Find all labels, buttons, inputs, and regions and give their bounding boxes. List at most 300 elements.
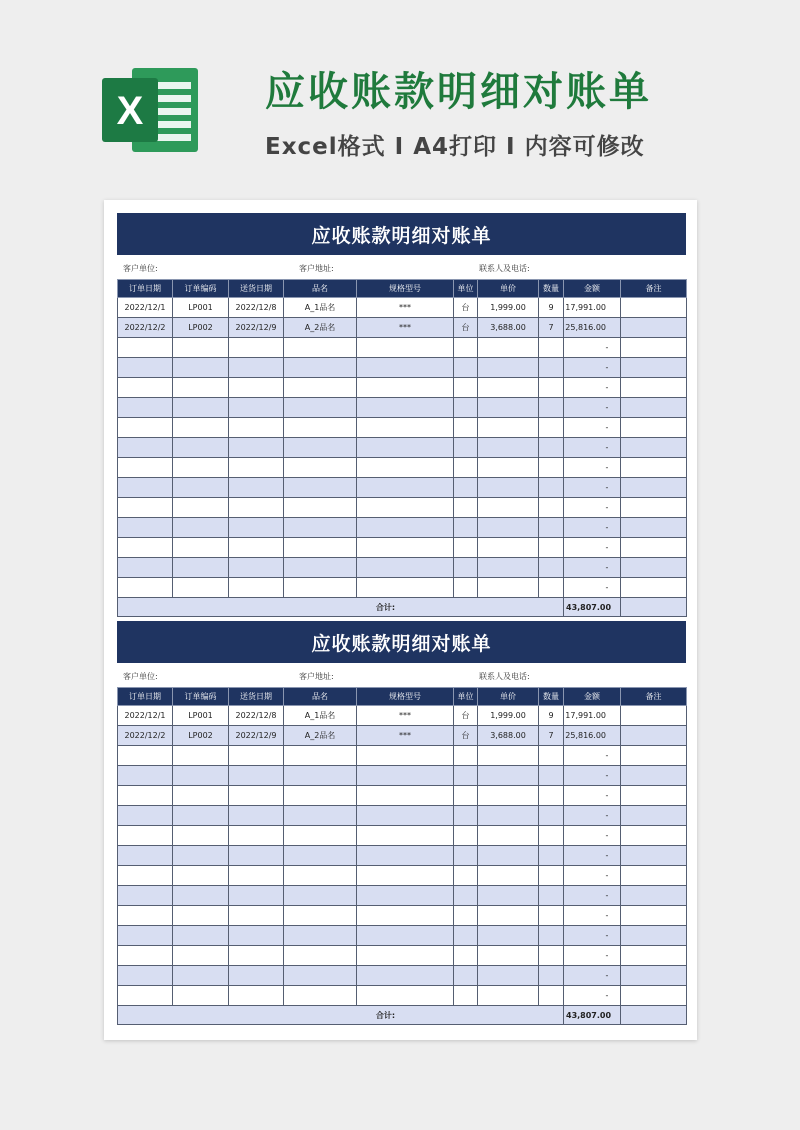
table-cell[interactable]	[173, 886, 229, 906]
table-cell[interactable]: -	[564, 398, 621, 418]
table-cell[interactable]	[229, 926, 284, 946]
table-cell[interactable]	[229, 498, 284, 518]
table-cell[interactable]: -	[564, 846, 621, 866]
table-cell[interactable]	[357, 338, 454, 358]
table-cell[interactable]	[118, 986, 173, 1006]
table-cell[interactable]	[454, 578, 478, 598]
table-cell[interactable]	[284, 398, 357, 418]
table-cell[interactable]	[454, 558, 478, 578]
table-cell[interactable]	[478, 538, 539, 558]
table-cell[interactable]	[173, 866, 229, 886]
table-cell[interactable]	[229, 906, 284, 926]
table-cell[interactable]	[173, 806, 229, 826]
table-cell[interactable]	[229, 478, 284, 498]
table-cell[interactable]	[621, 786, 687, 806]
table-cell[interactable]: 1,999.00	[478, 298, 539, 318]
table-cell[interactable]	[229, 866, 284, 886]
table-cell[interactable]	[454, 766, 478, 786]
table-cell[interactable]	[173, 398, 229, 418]
table-cell[interactable]	[357, 886, 454, 906]
table-cell[interactable]: A_2品名	[284, 318, 357, 338]
table-cell[interactable]	[539, 906, 564, 926]
table-cell[interactable]	[454, 746, 478, 766]
table-cell[interactable]: 2022/12/2	[118, 726, 173, 746]
table-cell[interactable]: -	[564, 926, 621, 946]
table-cell[interactable]	[357, 766, 454, 786]
table-cell[interactable]	[173, 986, 229, 1006]
table-cell[interactable]	[539, 986, 564, 1006]
table-cell[interactable]: ***	[357, 706, 454, 726]
table-cell[interactable]	[284, 518, 357, 538]
table-cell[interactable]	[357, 398, 454, 418]
table-cell[interactable]	[621, 706, 687, 726]
table-cell[interactable]	[173, 946, 229, 966]
table-cell[interactable]	[539, 826, 564, 846]
table-cell[interactable]: 17,991.00	[564, 706, 621, 726]
table-cell[interactable]	[539, 478, 564, 498]
table-cell[interactable]	[454, 378, 478, 398]
table-cell[interactable]	[454, 478, 478, 498]
table-cell[interactable]	[454, 538, 478, 558]
table-cell[interactable]	[284, 766, 357, 786]
table-cell[interactable]: 1,999.00	[478, 706, 539, 726]
table-cell[interactable]	[478, 478, 539, 498]
table-cell[interactable]	[478, 458, 539, 478]
table-cell[interactable]	[621, 806, 687, 826]
table-cell[interactable]	[357, 966, 454, 986]
table-cell[interactable]	[357, 946, 454, 966]
table-cell[interactable]: 3,688.00	[478, 726, 539, 746]
table-cell[interactable]	[229, 578, 284, 598]
table-cell[interactable]	[454, 518, 478, 538]
table-cell[interactable]: 17,991.00	[564, 298, 621, 318]
table-cell[interactable]	[478, 578, 539, 598]
table-cell[interactable]	[478, 746, 539, 766]
table-cell[interactable]	[284, 886, 357, 906]
table-cell[interactable]	[621, 926, 687, 946]
table-cell[interactable]	[284, 906, 357, 926]
table-cell[interactable]	[118, 946, 173, 966]
table-cell[interactable]	[229, 826, 284, 846]
table-cell[interactable]	[229, 518, 284, 538]
table-cell[interactable]	[539, 518, 564, 538]
table-cell[interactable]	[357, 438, 454, 458]
table-cell[interactable]	[539, 358, 564, 378]
table-cell[interactable]	[454, 966, 478, 986]
table-cell[interactable]: 2022/12/1	[118, 298, 173, 318]
table-cell[interactable]: 台	[454, 726, 478, 746]
table-cell[interactable]: A_2品名	[284, 726, 357, 746]
table-cell[interactable]: 2022/12/8	[229, 706, 284, 726]
table-cell[interactable]	[621, 766, 687, 786]
table-cell[interactable]: -	[564, 906, 621, 926]
table-cell[interactable]	[118, 418, 173, 438]
table-cell[interactable]	[173, 746, 229, 766]
table-cell[interactable]	[357, 806, 454, 826]
table-cell[interactable]	[229, 746, 284, 766]
table-cell[interactable]	[621, 826, 687, 846]
table-cell[interactable]	[284, 846, 357, 866]
table-cell[interactable]: -	[564, 498, 621, 518]
table-cell[interactable]	[478, 946, 539, 966]
table-cell[interactable]	[284, 478, 357, 498]
table-cell[interactable]	[357, 906, 454, 926]
table-cell[interactable]	[357, 378, 454, 398]
table-cell[interactable]	[621, 518, 687, 538]
table-cell[interactable]	[229, 966, 284, 986]
table-cell[interactable]	[357, 926, 454, 946]
table-cell[interactable]	[284, 338, 357, 358]
table-cell[interactable]	[478, 986, 539, 1006]
table-cell[interactable]	[284, 986, 357, 1006]
table-cell[interactable]: 台	[454, 706, 478, 726]
table-cell[interactable]	[229, 766, 284, 786]
table-cell[interactable]: -	[564, 746, 621, 766]
table-cell[interactable]	[478, 766, 539, 786]
table-cell[interactable]	[229, 558, 284, 578]
table-cell[interactable]	[478, 886, 539, 906]
table-cell[interactable]	[621, 358, 687, 378]
table-cell[interactable]	[621, 538, 687, 558]
table-cell[interactable]: ***	[357, 726, 454, 746]
table-cell[interactable]	[118, 926, 173, 946]
table-cell[interactable]	[284, 418, 357, 438]
table-cell[interactable]	[478, 518, 539, 538]
table-cell[interactable]	[454, 926, 478, 946]
table-cell[interactable]: 9	[539, 298, 564, 318]
table-cell[interactable]: -	[564, 886, 621, 906]
table-cell[interactable]	[173, 558, 229, 578]
table-cell[interactable]: LP001	[173, 298, 229, 318]
table-cell[interactable]	[229, 438, 284, 458]
table-cell[interactable]: -	[564, 478, 621, 498]
table-cell[interactable]: -	[564, 946, 621, 966]
table-cell[interactable]	[284, 438, 357, 458]
table-cell[interactable]	[357, 986, 454, 1006]
table-cell[interactable]: -	[564, 578, 621, 598]
table-cell[interactable]	[621, 478, 687, 498]
table-cell[interactable]: -	[564, 338, 621, 358]
table-cell[interactable]	[539, 418, 564, 438]
table-cell[interactable]	[478, 498, 539, 518]
table-cell[interactable]	[229, 338, 284, 358]
table-cell[interactable]	[118, 966, 173, 986]
table-cell[interactable]	[229, 986, 284, 1006]
table-cell[interactable]	[229, 538, 284, 558]
table-cell[interactable]	[539, 398, 564, 418]
table-cell[interactable]	[284, 826, 357, 846]
table-cell[interactable]: 2022/12/9	[229, 318, 284, 338]
table-cell[interactable]: -	[564, 806, 621, 826]
table-cell[interactable]	[621, 866, 687, 886]
table-cell[interactable]	[454, 358, 478, 378]
table-cell[interactable]	[118, 378, 173, 398]
table-cell[interactable]	[118, 866, 173, 886]
table-cell[interactable]	[478, 338, 539, 358]
table-cell[interactable]	[284, 806, 357, 826]
table-cell[interactable]: -	[564, 986, 621, 1006]
table-cell[interactable]	[539, 806, 564, 826]
table-cell[interactable]	[539, 926, 564, 946]
table-cell[interactable]: -	[564, 766, 621, 786]
table-cell[interactable]	[173, 578, 229, 598]
table-cell[interactable]	[454, 986, 478, 1006]
table-cell[interactable]	[173, 498, 229, 518]
table-cell[interactable]	[621, 338, 687, 358]
table-cell[interactable]	[539, 786, 564, 806]
table-cell[interactable]: 25,816.00	[564, 726, 621, 746]
table-cell[interactable]	[173, 458, 229, 478]
table-cell[interactable]	[539, 458, 564, 478]
table-cell[interactable]	[539, 558, 564, 578]
table-cell[interactable]: LP002	[173, 726, 229, 746]
table-cell[interactable]	[539, 966, 564, 986]
table-cell[interactable]	[284, 558, 357, 578]
table-cell[interactable]: -	[564, 438, 621, 458]
table-cell[interactable]	[118, 806, 173, 826]
table-cell[interactable]: A_1品名	[284, 298, 357, 318]
table-cell[interactable]	[284, 966, 357, 986]
table-cell[interactable]	[621, 298, 687, 318]
table-cell[interactable]	[478, 846, 539, 866]
table-cell[interactable]	[539, 746, 564, 766]
table-cell[interactable]	[621, 438, 687, 458]
table-cell[interactable]	[357, 498, 454, 518]
table-cell[interactable]	[229, 946, 284, 966]
table-cell[interactable]: -	[564, 538, 621, 558]
table-cell[interactable]	[229, 458, 284, 478]
table-cell[interactable]: 台	[454, 298, 478, 318]
table-cell[interactable]: A_1品名	[284, 706, 357, 726]
table-cell[interactable]	[173, 358, 229, 378]
table-cell[interactable]	[357, 478, 454, 498]
table-cell[interactable]	[478, 826, 539, 846]
table-cell[interactable]	[357, 358, 454, 378]
table-cell[interactable]	[173, 826, 229, 846]
table-cell[interactable]	[357, 826, 454, 846]
table-cell[interactable]	[118, 786, 173, 806]
table-cell[interactable]	[173, 846, 229, 866]
table-cell[interactable]: 2022/12/1	[118, 706, 173, 726]
table-cell[interactable]: 台	[454, 318, 478, 338]
table-cell[interactable]	[118, 498, 173, 518]
table-cell[interactable]	[229, 846, 284, 866]
table-cell[interactable]	[454, 866, 478, 886]
table-cell[interactable]	[478, 786, 539, 806]
table-cell[interactable]	[454, 398, 478, 418]
table-cell[interactable]	[173, 538, 229, 558]
table-cell[interactable]	[539, 538, 564, 558]
table-cell[interactable]: 25,816.00	[564, 318, 621, 338]
table-cell[interactable]	[478, 866, 539, 886]
table-cell[interactable]	[478, 926, 539, 946]
table-cell[interactable]	[284, 538, 357, 558]
table-cell[interactable]	[621, 946, 687, 966]
table-cell[interactable]: -	[564, 866, 621, 886]
table-cell[interactable]	[357, 418, 454, 438]
table-cell[interactable]	[621, 578, 687, 598]
table-cell[interactable]	[284, 378, 357, 398]
table-cell[interactable]	[621, 418, 687, 438]
table-cell[interactable]	[454, 846, 478, 866]
table-cell[interactable]	[539, 866, 564, 886]
table-cell[interactable]	[621, 906, 687, 926]
table-cell[interactable]	[173, 378, 229, 398]
table-cell[interactable]	[284, 786, 357, 806]
table-cell[interactable]	[478, 378, 539, 398]
table-cell[interactable]	[454, 498, 478, 518]
table-cell[interactable]	[478, 358, 539, 378]
table-cell[interactable]	[454, 826, 478, 846]
table-cell[interactable]	[118, 438, 173, 458]
table-cell[interactable]: 2022/12/2	[118, 318, 173, 338]
table-cell[interactable]	[173, 906, 229, 926]
table-cell[interactable]	[621, 726, 687, 746]
table-cell[interactable]	[454, 438, 478, 458]
table-cell[interactable]: LP002	[173, 318, 229, 338]
table-cell[interactable]	[478, 966, 539, 986]
table-cell[interactable]	[118, 746, 173, 766]
table-cell[interactable]	[478, 438, 539, 458]
table-cell[interactable]: -	[564, 966, 621, 986]
table-cell[interactable]	[284, 926, 357, 946]
table-cell[interactable]	[229, 886, 284, 906]
table-cell[interactable]	[229, 398, 284, 418]
table-cell[interactable]	[621, 398, 687, 418]
table-cell[interactable]: -	[564, 418, 621, 438]
table-cell[interactable]	[284, 866, 357, 886]
table-cell[interactable]: -	[564, 558, 621, 578]
table-cell[interactable]	[173, 338, 229, 358]
table-cell[interactable]	[118, 766, 173, 786]
table-cell[interactable]	[173, 926, 229, 946]
table-cell[interactable]	[539, 338, 564, 358]
table-cell[interactable]	[229, 358, 284, 378]
table-cell[interactable]: -	[564, 518, 621, 538]
table-cell[interactable]: 2022/12/9	[229, 726, 284, 746]
table-cell[interactable]	[621, 378, 687, 398]
table-cell[interactable]: -	[564, 786, 621, 806]
table-cell[interactable]	[118, 558, 173, 578]
table-cell[interactable]	[621, 498, 687, 518]
table-cell[interactable]	[454, 886, 478, 906]
table-cell[interactable]	[173, 518, 229, 538]
table-cell[interactable]	[118, 398, 173, 418]
table-cell[interactable]	[284, 498, 357, 518]
table-cell[interactable]	[621, 846, 687, 866]
table-cell[interactable]	[173, 766, 229, 786]
table-cell[interactable]	[478, 906, 539, 926]
table-cell[interactable]	[229, 786, 284, 806]
table-cell[interactable]	[478, 558, 539, 578]
table-cell[interactable]	[229, 418, 284, 438]
table-cell[interactable]	[118, 578, 173, 598]
table-cell[interactable]	[539, 946, 564, 966]
table-cell[interactable]	[284, 458, 357, 478]
table-cell[interactable]	[357, 866, 454, 886]
table-cell[interactable]	[173, 418, 229, 438]
table-cell[interactable]: 2022/12/8	[229, 298, 284, 318]
table-cell[interactable]	[478, 806, 539, 826]
table-cell[interactable]	[478, 418, 539, 438]
table-cell[interactable]	[357, 846, 454, 866]
table-cell[interactable]	[118, 538, 173, 558]
table-cell[interactable]: 9	[539, 706, 564, 726]
table-cell[interactable]	[118, 458, 173, 478]
table-cell[interactable]	[539, 766, 564, 786]
table-cell[interactable]	[229, 378, 284, 398]
table-cell[interactable]	[357, 458, 454, 478]
table-cell[interactable]	[454, 458, 478, 478]
table-cell[interactable]: LP001	[173, 706, 229, 726]
table-cell[interactable]: -	[564, 358, 621, 378]
table-cell[interactable]	[118, 826, 173, 846]
table-cell[interactable]	[173, 438, 229, 458]
table-cell[interactable]	[118, 338, 173, 358]
table-cell[interactable]: ***	[357, 318, 454, 338]
table-cell[interactable]: -	[564, 378, 621, 398]
table-cell[interactable]	[539, 438, 564, 458]
table-cell[interactable]	[357, 786, 454, 806]
table-cell[interactable]	[284, 946, 357, 966]
table-cell[interactable]	[539, 846, 564, 866]
table-cell[interactable]	[621, 986, 687, 1006]
table-cell[interactable]	[118, 518, 173, 538]
table-cell[interactable]	[357, 558, 454, 578]
table-cell[interactable]	[173, 786, 229, 806]
table-cell[interactable]	[454, 906, 478, 926]
table-cell[interactable]	[621, 746, 687, 766]
table-cell[interactable]	[118, 846, 173, 866]
table-cell[interactable]	[284, 746, 357, 766]
table-cell[interactable]	[454, 806, 478, 826]
table-cell[interactable]	[621, 966, 687, 986]
table-cell[interactable]	[118, 358, 173, 378]
table-cell[interactable]: ***	[357, 298, 454, 318]
table-cell[interactable]	[357, 538, 454, 558]
table-cell[interactable]	[284, 578, 357, 598]
table-cell[interactable]: 7	[539, 318, 564, 338]
table-cell[interactable]	[478, 398, 539, 418]
table-cell[interactable]	[539, 498, 564, 518]
table-cell[interactable]	[539, 578, 564, 598]
table-cell[interactable]	[454, 418, 478, 438]
table-cell[interactable]	[118, 906, 173, 926]
table-cell[interactable]	[173, 966, 229, 986]
table-cell[interactable]	[357, 578, 454, 598]
table-cell[interactable]: 3,688.00	[478, 318, 539, 338]
table-cell[interactable]	[357, 746, 454, 766]
table-cell[interactable]	[539, 378, 564, 398]
table-cell[interactable]: -	[564, 826, 621, 846]
table-cell[interactable]	[539, 886, 564, 906]
table-cell[interactable]	[118, 886, 173, 906]
table-cell[interactable]	[621, 458, 687, 478]
table-cell[interactable]: -	[564, 458, 621, 478]
table-cell[interactable]	[621, 558, 687, 578]
table-cell[interactable]	[284, 358, 357, 378]
table-cell[interactable]	[454, 946, 478, 966]
table-cell[interactable]	[454, 786, 478, 806]
table-cell[interactable]: 7	[539, 726, 564, 746]
table-cell[interactable]	[173, 478, 229, 498]
table-cell[interactable]	[621, 886, 687, 906]
table-cell[interactable]	[229, 806, 284, 826]
table-cell[interactable]	[454, 338, 478, 358]
table-cell[interactable]	[357, 518, 454, 538]
table-cell[interactable]	[118, 478, 173, 498]
table-cell[interactable]	[621, 318, 687, 338]
